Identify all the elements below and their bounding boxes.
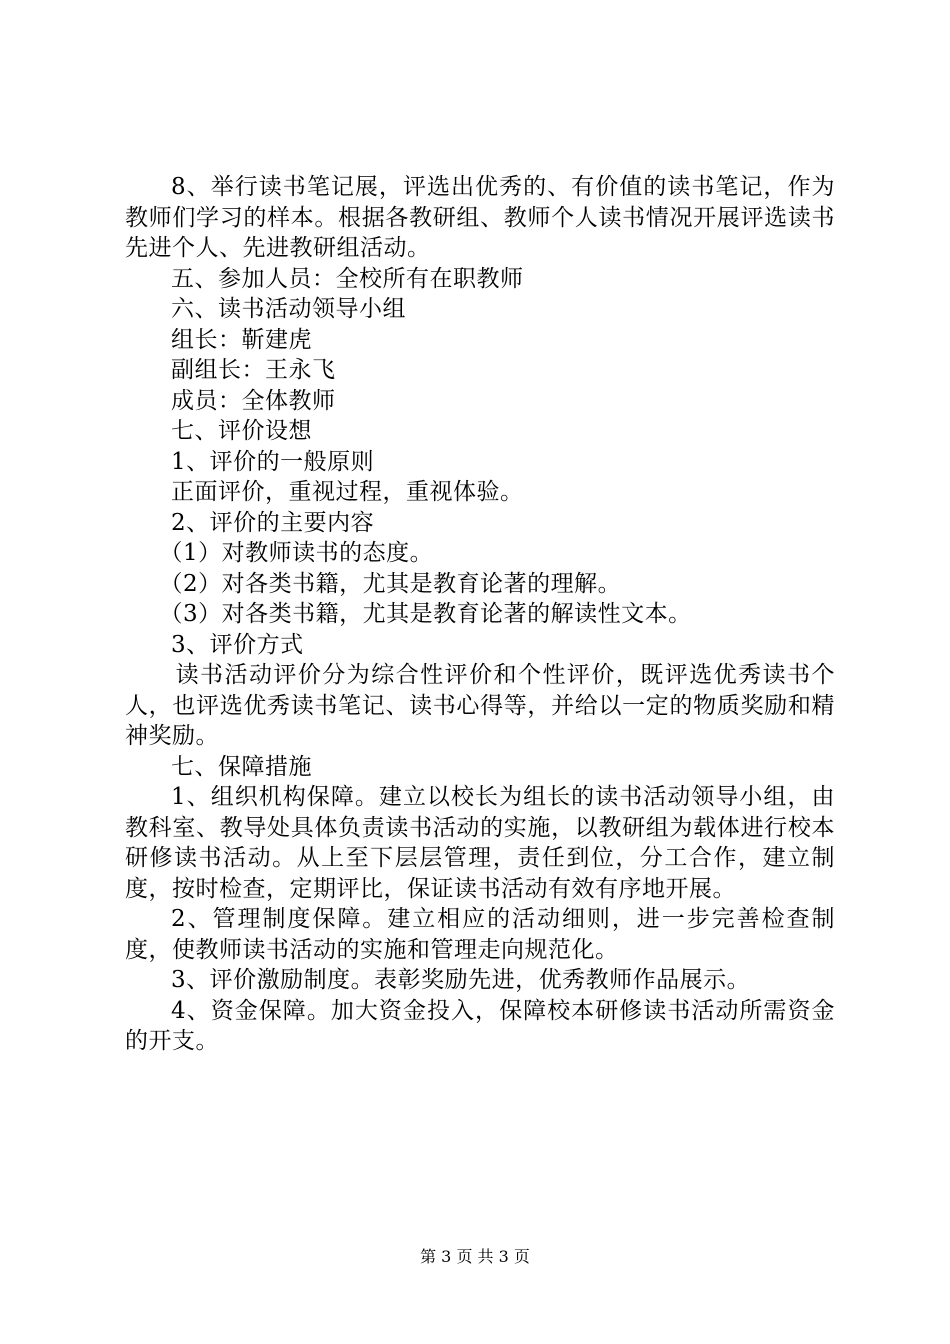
list-item-interpretive-text: （3）对各类书籍，尤其是教育论著的解读性文本。 bbox=[159, 601, 692, 627]
subheading-general-principles: 1、评价的一般原则 bbox=[171, 448, 375, 475]
heading-evaluation-plan: 七、评价设想 bbox=[171, 418, 312, 444]
heading-safeguard-measures: 七、保障措施 bbox=[171, 753, 312, 780]
paragraph-deputy-leader: 副组长：王永飞 bbox=[171, 357, 336, 383]
page-footer: 第 3 页 共 3 页 bbox=[420, 1247, 530, 1266]
paragraph-members: 成员：全体教师 bbox=[171, 387, 336, 414]
document-body bbox=[125, 172, 835, 1057]
heading-leadership-group: 六、读书活动领导小组 bbox=[171, 296, 406, 322]
paragraph-reading-notes-exhibition: 8、举行读书笔记展，评选出优秀的、有价值的读书笔记，作为教师们学习的样本。根据各教研组、教师个人读书情况开展评选读书先进个人、先进教研组活动。 bbox=[125, 174, 835, 261]
paragraph-principles: 正面评价，重视过程，重视体验。 bbox=[171, 479, 524, 505]
list-item-attitude: （1）对教师读书的态度。 bbox=[159, 540, 434, 566]
paragraph-group-leader: 组长：靳建虎 bbox=[171, 326, 312, 353]
list-item-understanding: （2）对各类书籍，尤其是教育论著的理解。 bbox=[159, 570, 622, 597]
paragraph-management-safeguard: 2、管理制度保障。建立相应的活动细则，进一步完善检查制度，使教师读书活动的实施和管理走向规范化。 bbox=[125, 906, 835, 963]
subheading-main-content: 2、评价的主要内容 bbox=[171, 509, 375, 536]
paragraph-incentive-system: 3、评价激励制度。表彰奖励先进，优秀教师作品展示。 bbox=[171, 967, 751, 993]
paragraph-funding-safeguard: 4、资金保障。加大资金投入，保障校本研修读书活动所需资金的开支。 bbox=[125, 997, 835, 1054]
paragraph-evaluation-method: 读书活动评价分为综合性评价和个性评价，既评选优秀读书个人，也评选优秀读书笔记、读书心得等，并给以一定的物质奖励和精神奖励。 bbox=[125, 662, 835, 749]
subheading-evaluation-method: 3、评价方式 bbox=[171, 631, 304, 658]
paragraph-organization-safeguard: 1、组织机构保障。建立以校长为组长的读书活动领导小组，由教科室、教导处具体负责读书活动的实施，以教研组为载体进行校本研修读书活动。从上至下层层管理，责任到位，分工合作，建立制度，按时检查，定期评比，保证读书活动有效有序地开展。 bbox=[125, 784, 835, 902]
paragraph-participants: 五、参加人员：全校所有在职教师 bbox=[171, 265, 524, 292]
